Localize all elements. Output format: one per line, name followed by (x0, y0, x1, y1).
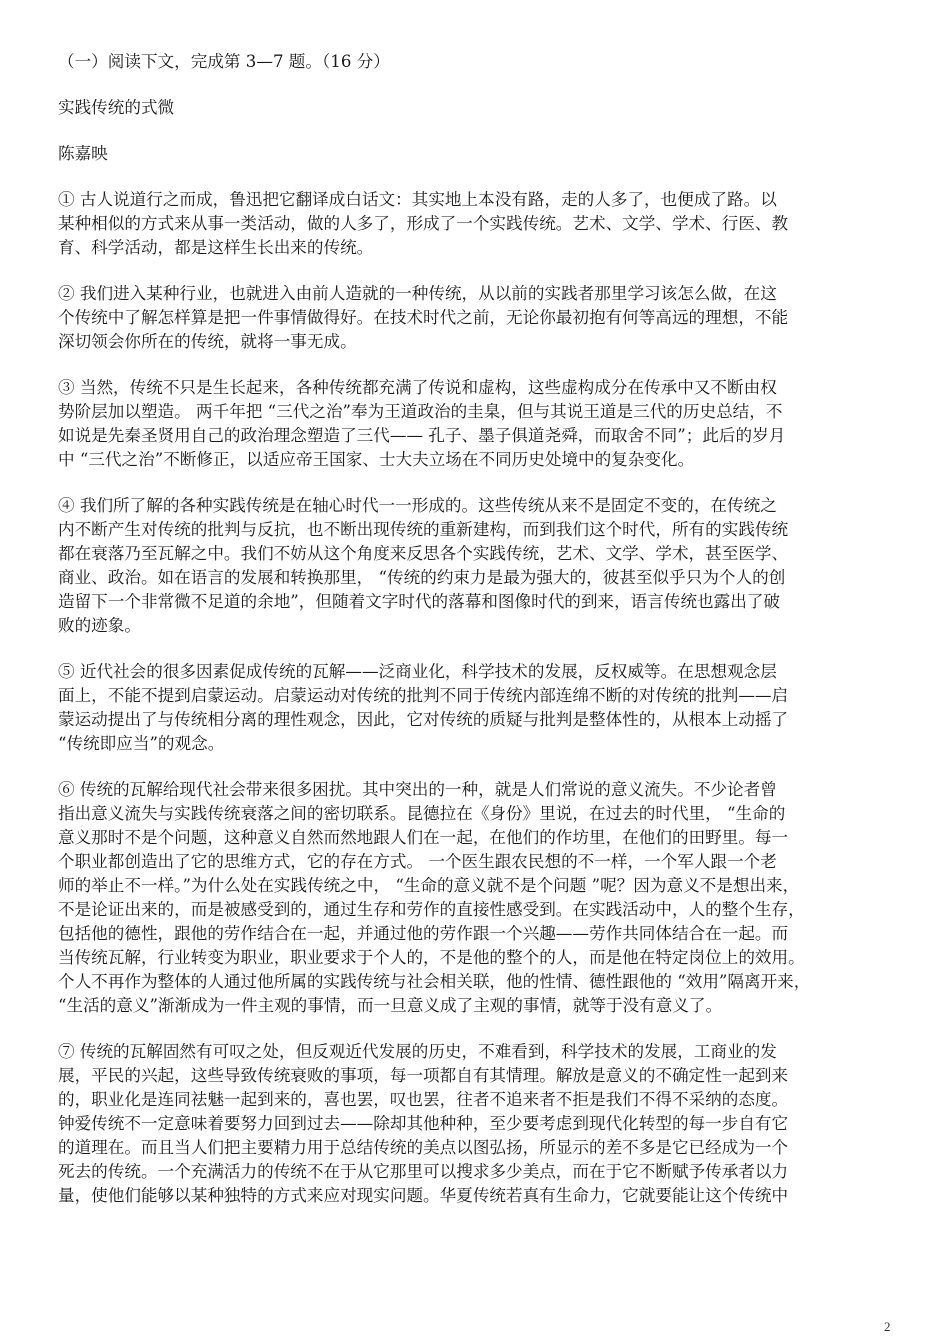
page-number: 2 (884, 1319, 891, 1334)
paragraph-line: 某种相似的方式来从事一类活动，做的人多了，形成了一个实践传统。艺术、文学、学术、行医、教 (58, 214, 789, 233)
paragraph-line: 育、科学活动，都是这样生长出来的传统。 (58, 238, 374, 257)
paragraph-line: 个传统中了解怎样算是把一件事情做得好。在技术时代之前，无论你最初抱有何等高远的理想，不能 (58, 308, 789, 327)
paragraph-1 (58, 188, 898, 260)
paragraph-line: 的，职业化是连同祛魅一起到来的，喜也罢，叹也罢，往者不追来者不拒是我们不得不采纳的态度。 (58, 1090, 789, 1109)
paragraph-line: 中 “三代之治”不断修正，以适应帝王国家、士大夫立场在不同历史处境中的复杂变化。 (58, 450, 695, 469)
paragraph-line: ⑦ 传统的瓦解固然有可叹之处，但反观近代发展的历史，不难看到，科学技术的发展，工商业的发 (58, 1042, 777, 1061)
paragraph-line: ④ 我们所了解的各种实践传统是在轴心时代一一形成的。这些传统从来不是固定不变的，在传统之 (58, 496, 777, 515)
paragraph-line: 展，平民的兴起，这些导致传统衰败的事项，每一项都自有其情理。解放是意义的不确定性一起到来 (58, 1066, 789, 1085)
author-name: 陈嘉映 (58, 144, 108, 163)
paragraph-line: 的道理在。而且当人们把主要精力用于总结传统的美点以图弘扬，所显示的差不多是它已经成为一个 (58, 1138, 789, 1157)
document-page (58, 50, 898, 1208)
paragraph-7 (58, 1040, 898, 1208)
paragraph-6 (58, 778, 898, 1018)
paragraph-3 (58, 376, 898, 472)
paragraph-line: 师的举止不一样。”为什么处在实践传统之中， “生命的意义就不是个问题 ”呢？因为意义不是想出来， (58, 876, 800, 895)
paragraph-line: “生活的意义”渐渐成为一件主观的事情，而一旦意义成了主观的事情，就等于没有意义了。 (58, 996, 723, 1015)
paragraph-line: 都在衰落乃至瓦解之中。我们不妨从这个角度来反思各个实践传统，艺术、文学、学术，甚至医学、 (58, 544, 789, 563)
paragraph-line: 败的迹象。 (58, 616, 141, 635)
paragraph-line: 指出意义流失与实践传统衰落之间的密切联系。昆德拉在《身份》里说，在过去的时代里， “生命的 (58, 804, 786, 823)
paragraph-line: 死去的传统。一个充满活力的传统不在于从它那里可以搜求多少美点，而在于它不断赋予传承者以力 (58, 1162, 789, 1181)
paragraph-line: 量，使他们能够以某种独特的方式来应对现实问题。华夏传统若真有生命力，它就要能让这个传统中 (58, 1186, 789, 1205)
paragraph-line: 深切领会你所在的传统，就将一事无成。 (58, 332, 357, 351)
paragraph-5 (58, 660, 898, 756)
paragraph-line: “传统即应当”的观念。 (58, 734, 225, 753)
paragraph-line: ③ 当然，传统不只是生长起来，各种传统都充满了传说和虚构，这些虚构成分在传承中又不断由权 (58, 378, 777, 397)
paragraph-line: 不是论证出来的，而是被感受到的，通过生存和劳作的直接性感受到。在实践活动中，人的整个生存， (58, 900, 805, 919)
paragraph-line: 内不断产生对传统的批判与反抗，也不断出现传统的重新建构，而到我们这个时代，所有的实践传统 (58, 520, 789, 539)
paragraph-line: ⑤ 近代社会的很多因素促成传统的瓦解——泛商业化，科学技术的发展，反权威等。在思想观念层 (58, 662, 777, 681)
article-title: 实践传统的式微 (58, 98, 175, 117)
paragraph-line: 意义那时不是个问题，这种意义自然而然地跟人们在一起，在他们的作坊里，在他们的田野里。每一 (58, 828, 789, 847)
paragraph-line: 面上，不能不提到启蒙运动。启蒙运动对传统的批判不同于传统内部连绵不断的对传统的批判——启 (58, 686, 789, 705)
section-header: （一）阅读下文，完成第 3—7 题。（16 分） (58, 52, 390, 71)
paragraph-line: ② 我们进入某种行业，也就进入由前人造就的一种传统，从以前的实践者那里学习该怎么做，在这 (58, 284, 777, 303)
paragraph-line: 商业、政治。如在语言的发展和转换那里， “传统的约束力是最为强大的，彼甚至似乎只为个人的创 (58, 568, 786, 587)
paragraph-line: 包括他的德性，跟他的劳作结合在一起，并通过他的劳作跟一个兴趣——劳作共同体结合在一起。而 (58, 924, 789, 943)
paragraph-line: ① 古人说道行之而成，鲁迅把它翻译成白话文：其实地上本没有路，走的人多了，也便成了路。以 (58, 190, 777, 209)
paragraph-line: 势阶层加以塑造。 两千年把 “三代之治”奉为王道政治的圭臬，但与其说王道是三代的历史总结，不 (58, 402, 783, 421)
paragraph-line: 当传统瓦解，行业转变为职业，职业要求于个人的，不是他的整个的人，而是他在特定岗位上的效用。 (58, 948, 805, 967)
paragraph-line: 个职业都创造出了它的思维方式，它的存在方式。 一个医生跟农民想的不一样，一个军人跟一个老 (58, 852, 777, 871)
paragraph-line: 如说是先秦圣贤用自己的政治理念塑造了三代—— 孔子、墨子俱道尧舜，而取舍不同”；此后的岁月 (58, 426, 786, 445)
paragraph-line: 造留下一个非常微不足道的余地”，但随着文字时代的落幕和图像时代的到来，语言传统也露出了破 (58, 592, 781, 611)
paragraph-2 (58, 282, 898, 354)
paragraph-line: 个人不再作为整体的人通过他所属的实践传统与社会相关联，他的性情、德性跟他的 “效用”隔离开来， (58, 972, 811, 991)
paragraph-line: 蒙运动提出了与传统相分离的理性观念，因此，它对传统的质疑与批判是整体性的，从根本上动摇了 (58, 710, 789, 729)
paragraph-4 (58, 494, 898, 638)
paragraph-line: 钟爱传统不一定意味着要努力回到过去——除却其他种种，至少要考虑到现代化转型的每一步自有它 (58, 1114, 789, 1133)
paragraph-line: ⑥ 传统的瓦解给现代社会带来很多困扰。其中突出的一种，就是人们常说的意义流失。不少论者曾 (58, 780, 777, 799)
